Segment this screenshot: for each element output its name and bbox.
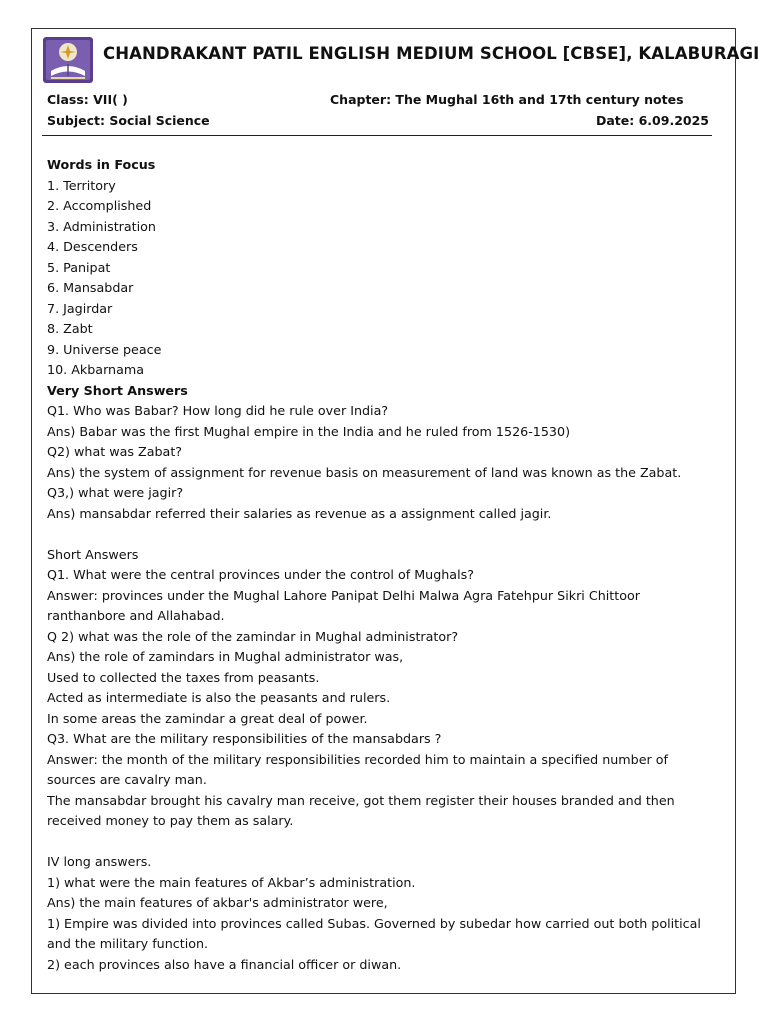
word-item: 3. Administration (47, 218, 156, 234)
words-in-focus-heading: Words in Focus (47, 157, 156, 172)
section-spacer (47, 832, 719, 853)
qa-line: Q 2) what was the role of the zamindar in Mughal administrator? (47, 628, 459, 644)
qa-line: Ans) the role of zamindars in Mughal administrator was, (47, 649, 404, 664)
qa-line: Acted as intermediate is also the peasants and rulers. (47, 690, 391, 705)
date-label: Date: 6.09.2025 (596, 113, 709, 128)
word-item: 10. Akbarnama (47, 362, 145, 377)
school-name: CHANDRAKANT PATIL ENGLISH MEDIUM SCHOOL [CBSE], KALABURAGI (103, 44, 760, 63)
qa-line: 1) Empire was divided into provinces called Subas. Governed by subedar how carried out both political and the military function. (47, 915, 701, 951)
qa-line: Q3,) what were jagir? (47, 485, 184, 500)
qa-line: Ans) the main features of akbar's administrator were, (47, 895, 388, 910)
qa-line: Q2) what was Zabat? (47, 444, 183, 459)
qa-line: 1) what were the main features of Akbar’s administration. (47, 874, 416, 890)
word-item: 5. Panipat (47, 259, 111, 275)
word-item: 1. Territory (47, 177, 116, 193)
qa-line: The mansabdar brought his cavalry man receive, got them register their houses branded and then received money to pay them as salary. (47, 792, 675, 828)
qa-line: Answer: the month of the military responsibilities recorded him to maintain a specified number of sources are cavalry man. (47, 751, 668, 787)
word-item: 8. Zabt (47, 321, 93, 336)
qa-line: Q3. What are the military responsibilities of the mansabdars ? (47, 731, 442, 746)
notes-body (47, 155, 719, 975)
class-label: Class: VII( ) (47, 92, 128, 107)
qa-line: Answer: provinces under the Mughal Lahore Panipat Delhi Malwa Agra Fatehpur Sikri Chittoor ranthanbore and Allahabad. (47, 587, 640, 623)
header-divider (42, 135, 712, 136)
subject-label: Subject: Social Science (47, 113, 210, 128)
word-item: 6. Mansabdar (47, 280, 134, 295)
qa-line: Used to collected the taxes from peasants. (47, 669, 320, 685)
chapter-label: Chapter: The Mughal 16th and 17th century notes (330, 92, 684, 107)
long-answers-heading: IV long answers. (47, 854, 152, 869)
qa-line: Ans) mansabdar referred their salaries as revenue as a assignment called jagir. (47, 505, 552, 521)
qa-line: Q1. What were the central provinces under the control of Mughals? (47, 567, 474, 582)
short-answers-heading: Short Answers (47, 546, 139, 562)
qa-line: Q1. Who was Babar? How long did he rule over India? (47, 403, 389, 418)
word-item: 7. Jagirdar (47, 300, 113, 316)
word-item: 4. Descenders (47, 239, 138, 254)
qa-line: In some areas the zamindar a great deal of power. (47, 710, 368, 726)
word-item: 9. Universe peace (47, 341, 162, 357)
word-item: 2. Accomplished (47, 198, 152, 213)
section-spacer (47, 524, 719, 545)
school-logo (43, 37, 93, 83)
qa-line: Ans) Babar was the first Mughal empire in the India and he ruled from 1526-1530) (47, 423, 571, 439)
qa-line: Ans) the system of assignment for revenue basis on measurement of land was known as the Zabat. (47, 464, 682, 480)
qa-line: 2) each provinces also have a financial officer or diwan. (47, 956, 402, 972)
very-short-answers-heading: Very Short Answers (47, 382, 188, 398)
